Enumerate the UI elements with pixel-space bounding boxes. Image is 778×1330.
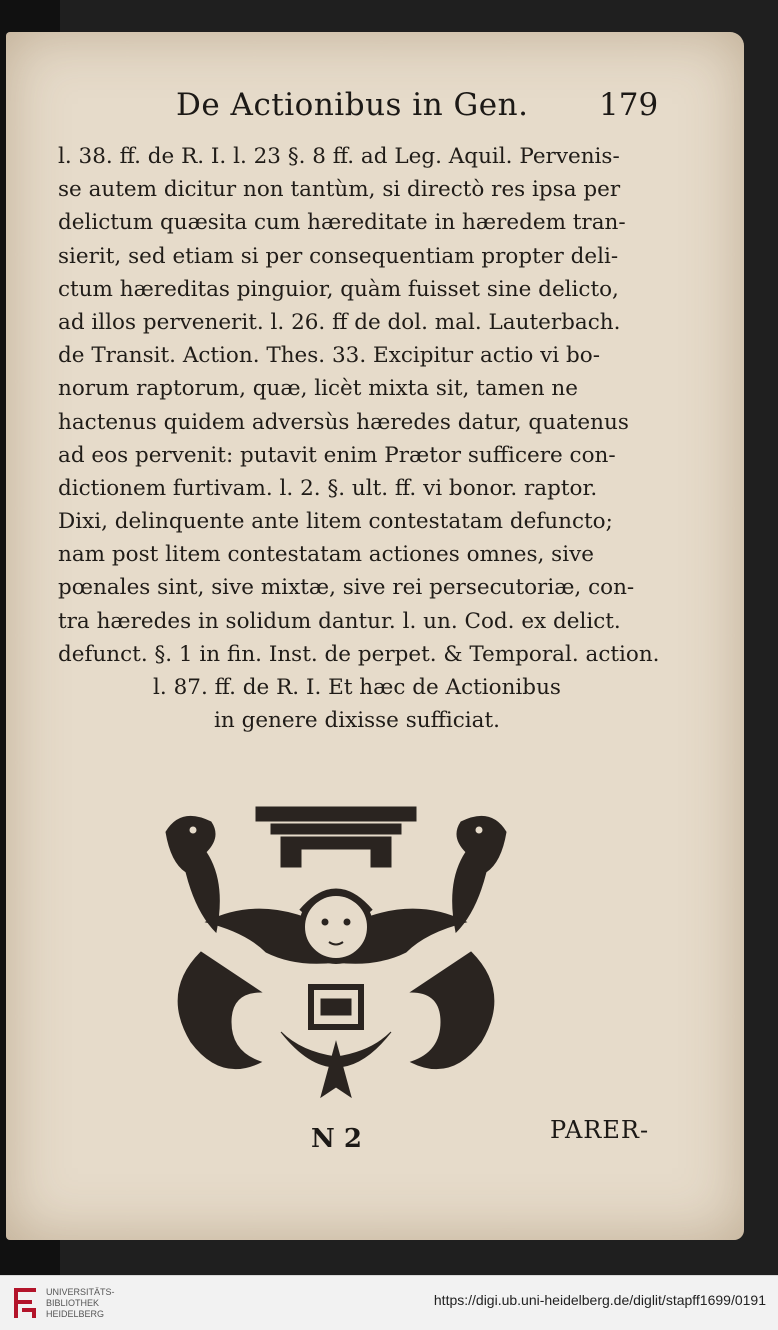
text-line: de Transit. Action. Thes. 33. Excipitur actio vi bo- — [58, 343, 600, 369]
permalink-url[interactable]: https://digi.ub.uni-heidelberg.de/diglit/stapff1699/0191 — [433, 1292, 766, 1308]
book-page — [6, 32, 744, 1240]
running-head — [6, 87, 744, 131]
signature-mark: N 2 — [311, 1124, 362, 1154]
text-line: ctum hæreditas pinguior, quàm fuisset sine delicto, — [58, 276, 619, 302]
catchword: PARER- — [550, 1116, 650, 1144]
text-line: tra hæredes in solidum dantur. l. un. Cod. ex delict. — [58, 608, 621, 634]
running-head-title: De Actionibus in Gen. — [176, 87, 529, 123]
page-number: 179 — [599, 87, 659, 123]
text-line: nam post litem contestatam actiones omnes, sive — [58, 542, 594, 568]
institution-line: UNIVERSITÄTS- — [46, 1287, 115, 1297]
ub-heidelberg-logo-icon[interactable] — [10, 1284, 40, 1322]
body-text — [58, 140, 660, 737]
text-line: ad eos pervenit: putavit enim Prætor sufficere con- — [58, 442, 616, 468]
text-line: delictum quæsita cum hæreditate in hæredem tran- — [58, 210, 626, 236]
institution-line: HEIDELBERG — [46, 1309, 105, 1319]
text-line: l. 38. ff. de R. I. l. 23 §. 8 ff. ad Leg. Aquil. Pervenis- — [58, 144, 620, 169]
baroque-ornament-icon — [161, 802, 511, 1102]
text-line: pœnales sint, sive mixtæ, sive rei persecutoriæ, con- — [58, 575, 635, 601]
text-line: dictionem furtivam. l. 2. §. ult. ff. vi bonor. raptor. — [58, 475, 598, 501]
viewer-footer — [0, 1275, 778, 1330]
text-line: defunct. §. 1 in fin. Inst. de perpet. & Temporal. action. — [58, 641, 660, 667]
text-line: in genere dixisse sufficiat. — [214, 708, 500, 734]
text-line: norum raptorum, quæ, licèt mixta sit, tamen ne — [58, 376, 578, 402]
text-line: sierit, sed etiam si per consequentiam propter deli- — [58, 243, 619, 269]
text-line: hactenus quidem adversùs hæredes datur, quatenus — [58, 409, 629, 435]
text-line: l. 87. ff. de R. I. Et hæc de Actionibus — [153, 675, 561, 700]
institution-name — [46, 1287, 115, 1320]
text-line: se autem dicitur non tantùm, si directò res ipsa per — [58, 177, 621, 203]
text-line: ad illos pervenerit. l. 26. ff de dol. mal. Lauterbach. — [58, 309, 621, 335]
institution-line: BIBLIOTHEK — [46, 1298, 100, 1308]
text-line: Dixi, delinquente ante litem contestatam defuncto; — [58, 509, 613, 535]
